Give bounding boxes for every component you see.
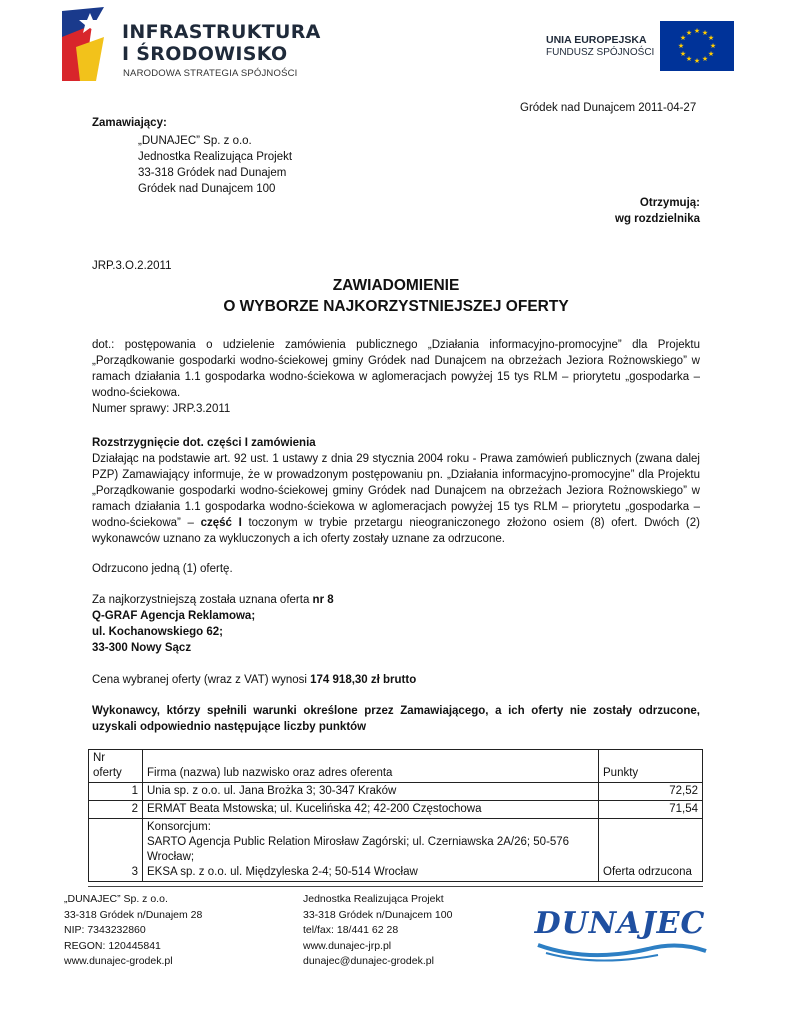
eu-flag-icon [660,21,734,71]
svg-text:★: ★ [679,50,687,58]
zamawiajacy-address [138,133,292,197]
footer-line: 33-318 Gródek n/Dunajcem 100 [303,908,453,921]
strategia-subtitle: NARODOWA STRATEGIA SPÓJNOŚCI [123,68,298,79]
header-nr-line1: Nr [93,752,106,764]
document-title [92,275,700,317]
title-line-2: O WYBORZE NAJKORZYSTNIEJSZEJ OFERTY [223,298,569,315]
section-text-bold: część I [200,517,242,529]
address-line: 33-318 Gródek nad Dunajem [138,167,287,179]
winner-city: 33-300 Nowy Sącz [92,642,192,654]
subject-paragraph [92,337,700,417]
section-heading-text: Rozstrzygnięcie dot. części I zamówienia [92,437,316,449]
header-punkty: Punkty [599,750,703,783]
svg-text:★: ★ [707,34,715,42]
address-line: Gródek nad Dunajcem 100 [138,183,276,195]
price-value: 174 918,30 zł brutto [310,674,417,686]
footer-line: tel/fax: 18/441 62 28 [303,924,399,936]
recipients-block [560,195,700,227]
price-line [92,672,700,688]
svg-text:★: ★ [701,55,709,63]
footer-line: Jednostka Realizująca Projekt [303,893,444,905]
letter-date: Gródek nad Dunajcem 2011-04-27 [520,102,697,114]
infrastruktura-title: INFRASTRUKTURA [122,21,321,43]
footer-divider [88,886,703,887]
cell-firma [143,819,599,882]
section-body [92,451,700,547]
results-heading: Wykonawcy, którzy spełnili warunki określone przez Zamawiającego, a ich oferty nie zostały odrzucone, uzyskali odpowiednio następujące liczby punktów [92,705,700,733]
footer-line: 33-318 Gródek n/Dunajem 28 [64,908,203,921]
winner-line [92,640,700,656]
winner-street: ul. Kochanowskiego 62; [92,626,223,638]
title-line-1: ZAWIADOMIENIE [332,277,460,294]
cell-nr: 1 [89,783,143,801]
cell-firma: Unia sp. z o.o. ul. Jana Brożka 3; 30-347 Kraków [143,783,599,801]
dunajec-logo-text: DUNAJEC [534,906,706,941]
footer-website-link[interactable]: www.dunajec-jrp.pl [303,939,392,952]
svg-text:★: ★ [701,29,709,37]
dunajec-logo [528,893,713,963]
footer-company [64,892,202,970]
cell-punkty: Oferta odrzucona [599,819,703,882]
header-nr-line2: oferty [93,767,122,779]
cell-punkty: 72,52 [599,783,703,801]
svg-text:★: ★ [693,57,701,65]
srodowisko-title: I ŚRODOWISKO [122,43,288,65]
section-text-b: toczonym w trybie przetargu nieograniczonego złożono osiem (8) ofert. Dwóch (2) wykonawców uznano za wykluczonych a ich oferty zostały uznane za odrzucone. [92,517,700,545]
cell-firma: ERMAT Beata Mstowska; ul. Kucelińska 42; 42-200 Częstochowa [143,801,599,819]
address-line: Jednostka Realizująca Projekt [138,151,293,163]
eu-title: UNIA EUROPEJSKA [546,34,647,46]
footer-jrp [303,892,452,970]
table-header-row [89,750,703,783]
svg-text:★: ★ [677,42,685,50]
footer-email-link[interactable]: dunajec@dunajec-grodek.pl [303,955,434,967]
winner-line [92,608,700,624]
svg-text:★: ★ [707,50,715,58]
section-text-a: Działając na podstawie art. 92 ust. 1 ustawy z dnia 29 stycznia 2004 roku - Prawa zamówień publicznych (zwana dalej PZP) Zamawiający informuje, że w prowadzonym postępowaniu pn. „Działania informacyjno-promocyjne” dla Projektu „Porządkowanie gospodarki wodno-ściekowej gminy Gródek nad Dunajcem na obrzeżach Jeziora Rożnowskiego” w ramach działania 1.1 gospodarka wodno-ściekowa w aglomeracjach powyżej 15 tys RLM – priorytetu „gospodarka –wodno-ściekowa” – [92,453,700,529]
footer-line: REGON: 120445841 [64,939,161,952]
best-offer-line [92,592,700,608]
firma-line: EKSA sp. z o.o. ul. Międzyleska 2-4; 50-514 Wrocław [147,866,418,878]
svg-text:★: ★ [693,27,701,35]
svg-text:★: ★ [685,29,693,37]
table-row [89,801,703,819]
svg-text:★: ★ [679,34,687,42]
decision-section [92,435,700,547]
section-heading [92,435,700,451]
fundusze-europejskie-emblem-icon [62,7,104,81]
zamawiajacy-label: Zamawiający: [92,117,167,129]
recipients-label: Otrzymują: [639,197,700,209]
eu-subtitle: FUNDUSZ SPÓJNOŚCI [546,47,655,58]
winner-name: Q-GRAF Agencja Reklamowa; [92,610,256,622]
price-prefix: Cena wybranej oferty (wraz z VAT) wynosi [92,674,311,686]
recipients-value: wg rozdzielnika [615,213,700,225]
footer-line: „DUNAJEC” Sp. z o.o. [64,893,168,905]
best-offer-block [92,592,700,656]
cell-nr: 2 [89,801,143,819]
subject-text: dot.: postępowania o udzielenie zamówienia publicznego „Działania informacyjno-promocyjne” dla Projektu „Porządkowanie gospodarki wodno-ściekowej gminy Gródek nad Dunajcem na obrzeżach Jeziora Rożnowskiego” w ramach działania 1.1 gospodarka wodno-ściekowa w aglomeracjach powyżej 15 tys RLM – priorytetu „gospodarka – wodno-ściekowa. [92,339,700,399]
winner-line [92,624,700,640]
address-line: „DUNAJEC” Sp. z o.o. [138,135,252,147]
infrastruktura-srodowisko-logo [62,7,321,83]
case-number: Numer sprawy: JRP.3.2011 [92,403,231,415]
header-nr [89,750,143,783]
table-row [89,783,703,801]
footer-website-link[interactable]: www.dunajec-grodek.pl [64,955,173,967]
results-table [88,749,703,882]
header-firma: Firma (nazwa) lub nazwisko oraz adres oferenta [143,750,599,783]
cell-punkty: 71,54 [599,801,703,819]
best-offer-nr: nr 8 [312,594,334,606]
firma-line: SARTO Agencja Public Relation Mirosław Zagórski; ul. Czerniawska 2A/26; 50-576 Wrocław; [147,836,570,863]
table-row [89,819,703,882]
firma-line: Konsorcjum: [147,821,211,833]
svg-text:★: ★ [685,55,693,63]
rejected-offers: Odrzucono jedną (1) ofertę. [92,563,233,575]
reference-number: JRP.3.O.2.2011 [92,260,172,272]
best-offer-prefix: Za najkorzystniejszą została uznana oferta [92,594,313,606]
svg-text:★: ★ [709,42,717,50]
cell-nr: 3 [89,819,143,882]
footer-line: NIP: 7343232860 [64,924,146,936]
